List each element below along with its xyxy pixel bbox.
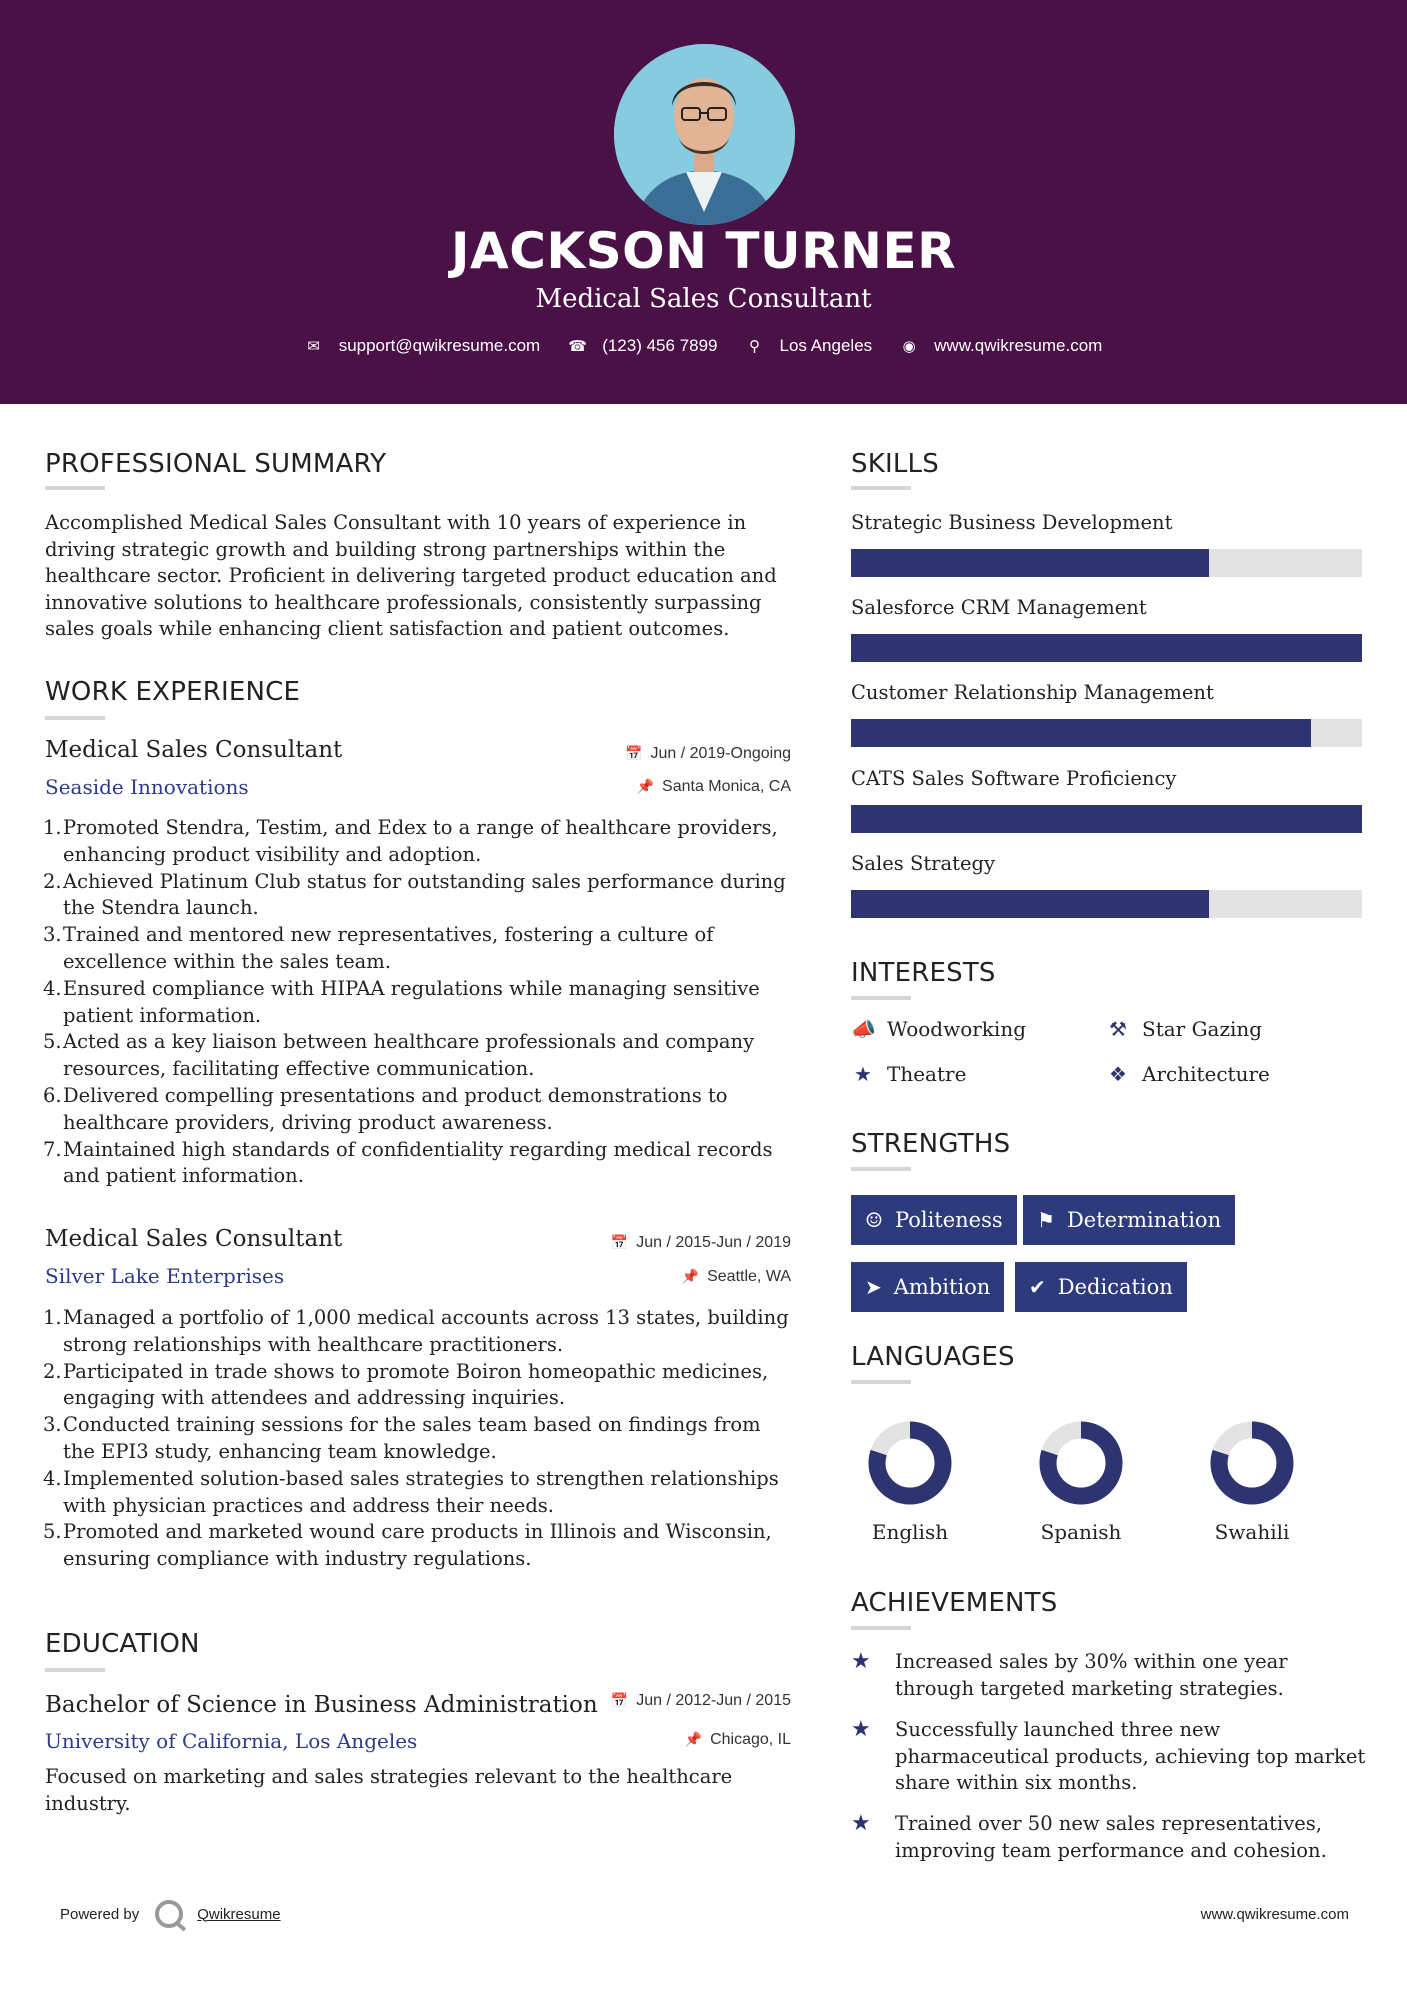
calendar-icon: 📅 [625, 745, 643, 761]
summary-text: Accomplished Medical Sales Consultant with 10 years of experience in driving strategic growth and building strong partnerships within the healthcare sector. Proficient in delivering targeted product education and innovative solutions to healthcare professionals, consistently surpassing sales goals while enhancing client satisfaction and patient outcomes. [45, 511, 777, 640]
languages-divider [851, 1380, 911, 1384]
skill-bar [851, 549, 1362, 577]
skills-heading: SKILLS [851, 449, 939, 479]
gavel-icon: ⚒ [1109, 1017, 1127, 1041]
contact-bar [0, 336, 1407, 356]
list-item: 4. Implemented solution-based sales strategies to strengthen relationships with physician practices and address their needs. [43, 1466, 779, 1517]
interest-label: Theatre [887, 1062, 967, 1086]
map-pin-icon: ⚲ [749, 338, 761, 355]
footer-url[interactable]: www.qwikresume.com [1200, 1906, 1349, 1923]
list-item-text: Maintained high standards of confidentiality regarding medical records and patient information. [63, 1137, 773, 1188]
skill-bar-fill [851, 890, 1209, 918]
experience-divider [45, 716, 105, 720]
education-location [685, 1731, 791, 1749]
avatar [614, 44, 795, 225]
brand-link[interactable]: Qwikresume [197, 1905, 281, 1923]
contact-location-text: Los Angeles [779, 336, 873, 355]
strength-badge [851, 1262, 1004, 1312]
interest-label: Woodworking [887, 1017, 1027, 1041]
candidate-title: Medical Sales Consultant [535, 284, 872, 314]
language-item [1016, 1418, 1146, 1544]
person-photo [614, 44, 795, 225]
skills-divider [851, 486, 911, 490]
strength-label: Determination [1066, 1208, 1222, 1232]
job-company: Silver Lake Enterprises [45, 1264, 285, 1288]
achievement-item [851, 1811, 1371, 1864]
language-donut [865, 1418, 955, 1508]
job-dates [625, 745, 791, 763]
flag-icon: ⚑ [1037, 1208, 1055, 1232]
skill-name: Customer Relationship Management [851, 681, 1214, 704]
list-item-text: Managed a portfolio of 1,000 medical accounts across 13 states, building strong relationships with healthcare practitioners. [63, 1306, 789, 1356]
contact-phone-text: (123) 456 7899 [602, 336, 718, 355]
job-dates-text: Jun / 2015-Jun / 2019 [636, 1234, 791, 1251]
list-item: 1. Managed a portfolio of 1,000 medical accounts across 13 states, building strong relationships with healthcare practitioners. [43, 1306, 789, 1356]
skill-name: Sales Strategy [851, 852, 995, 875]
list-item: 7. Maintained high standards of confidentiality regarding medical records and patient information. [43, 1137, 773, 1188]
achievement-text: Trained over 50 new sales representatives, improving team performance and cohesion. [895, 1812, 1327, 1862]
interest-item [1106, 1017, 1262, 1041]
school-name: University of California, Los Angeles [45, 1729, 418, 1753]
rocket-icon: ➤ [865, 1275, 882, 1299]
list-item: 3. Trained and mentored new representatives, fostering a culture of excellence within the sales team. [43, 923, 714, 973]
education-dates-text: Jun / 2012-Jun / 2015 [636, 1692, 791, 1709]
list-item: 5. Acted as a key liaison between healthcare professionals and company resources, facilitating effective communication. [43, 1030, 755, 1081]
degree-title: Bachelor of Science in Business Administration [45, 1692, 598, 1718]
summary-divider [45, 486, 105, 490]
list-item-text: Acted as a key liaison between healthcare professionals and company resources, facilitating effective communication. [63, 1030, 755, 1081]
check-circle-icon: ✔ [1029, 1275, 1046, 1299]
education-divider [45, 1668, 105, 1672]
powered-by-label: Powered by [60, 1905, 140, 1923]
strength-badge [1023, 1195, 1235, 1245]
education-description: Focused on marketing and sales strategies relevant to the healthcare industry. [45, 1765, 733, 1815]
interest-label: Architecture [1142, 1062, 1270, 1086]
skill-bar-fill [851, 719, 1311, 747]
language-item [1187, 1418, 1317, 1544]
skill-name: CATS Sales Software Proficiency [851, 767, 1177, 790]
contact-email-text: support@qwikresume.com [338, 336, 541, 355]
job-location [637, 778, 791, 796]
achievement-item [851, 1649, 1371, 1702]
pin-icon: 📌 [684, 1731, 703, 1747]
strength-badge [1015, 1262, 1187, 1312]
achievement-text: Increased sales by 30% within one year through targeted marketing strategies. [895, 1650, 1288, 1700]
skill-bar-fill [851, 634, 1362, 662]
job-achievements-list [45, 815, 795, 1190]
skill-bar-fill [851, 805, 1362, 833]
language-name: Swahili [1214, 1520, 1290, 1544]
skill-bar-fill [851, 549, 1209, 577]
list-item-text: Trained and mentored new representatives, fostering a culture of excellence within the sales team. [63, 923, 714, 973]
pin-icon: 📌 [681, 1268, 700, 1284]
job-company: Seaside Innovations [45, 775, 249, 799]
interests-heading: INTERESTS [851, 958, 996, 988]
list-item-text: Promoted Stendra, Testim, and Edex to a range of healthcare providers, enhancing product visibility and adoption. [63, 816, 778, 866]
calendar-icon: 📅 [610, 1234, 629, 1250]
job-title: Medical Sales Consultant [45, 737, 343, 763]
interest-item [851, 1062, 966, 1086]
megaphone-icon: 📣 [851, 1017, 876, 1041]
job-location [682, 1268, 791, 1286]
list-item: 1. Promoted Stendra, Testim, and Edex to a range of healthcare providers, enhancing product visibility and adoption. [43, 816, 778, 866]
language-name: English [871, 1520, 949, 1544]
list-item-text: Ensured compliance with HIPAA regulations while managing sensitive patient information. [63, 976, 760, 1027]
job-location-text: Santa Monica, CA [662, 778, 791, 795]
contact-location [746, 336, 873, 356]
interests-divider [851, 996, 911, 1000]
languages-heading: LANGUAGES [851, 1342, 1015, 1372]
job-achievements-list [45, 1305, 795, 1573]
strengths-divider [851, 1167, 911, 1171]
qwikresume-logo-icon [155, 1900, 183, 1928]
list-item-text: Delivered compelling presentations and product demonstrations to healthcare providers, driving product awareness. [63, 1083, 728, 1134]
contact-phone[interactable] [568, 336, 717, 356]
list-item: 3. Conducted training sessions for the sales team based on findings from the EPI3 study, enhancing team knowledge. [43, 1413, 761, 1463]
globe-icon: ◉ [902, 338, 916, 355]
smiley-icon: ☺ [865, 1208, 883, 1232]
strength-label: Dedication [1057, 1275, 1173, 1299]
job-title: Medical Sales Consultant [45, 1226, 343, 1252]
footer-powered-by [60, 1900, 281, 1928]
list-item: 2. Participated in trade shows to promote Boiron homeopathic medicines, engaging with attendees and addressing inquiries. [43, 1359, 769, 1410]
skill-bar [851, 634, 1362, 662]
star-badge-icon: ★ [851, 1717, 871, 1742]
job-dates-text: Jun / 2019-Ongoing [650, 745, 791, 762]
skill-name: Strategic Business Development [851, 511, 1173, 534]
list-item-text: Implemented solution-based sales strategies to strengthen relationships with physician practices and address their needs. [63, 1466, 779, 1517]
tag-icon: ❖ [1109, 1062, 1127, 1086]
language-donut [1207, 1418, 1297, 1508]
phone-icon: ☎ [568, 338, 587, 355]
skill-name: Salesforce CRM Management [851, 596, 1147, 619]
list-item: 2. Achieved Platinum Club status for outstanding sales performance during the Stendra launch. [43, 869, 786, 920]
skill-bar [851, 805, 1362, 833]
strengths-heading: STRENGTHS [851, 1129, 1011, 1159]
interest-item [1106, 1062, 1270, 1086]
skill-bar [851, 719, 1362, 747]
list-item-text: Conducted training sessions for the sales team based on findings from the EPI3 study, enhancing team knowledge. [63, 1413, 761, 1463]
education-dates [611, 1692, 791, 1710]
header-banner [0, 0, 1407, 404]
interest-label: Star Gazing [1142, 1017, 1263, 1041]
education-location-text: Chicago, IL [710, 1731, 791, 1748]
strength-label: Ambition [893, 1275, 991, 1299]
experience-heading: WORK EXPERIENCE [45, 677, 301, 707]
achievement-text: Successfully launched three new pharmaceutical products, achieving top market share within six months. [895, 1718, 1366, 1794]
skill-bar [851, 890, 1362, 918]
language-name: Spanish [1040, 1520, 1122, 1544]
contact-website-text: www.qwikresume.com [934, 336, 1103, 355]
achievement-item [851, 1717, 1371, 1797]
list-item: 4. Ensured compliance with HIPAA regulations while managing sensitive patient information. [43, 976, 760, 1027]
list-item-text: Participated in trade shows to promote Boiron homeopathic medicines, engaging with attendees and addressing inquiries. [63, 1359, 769, 1410]
contact-email[interactable] [305, 336, 541, 356]
strength-label: Politeness [894, 1208, 1003, 1232]
envelope-icon: ✉ [307, 338, 320, 355]
list-item: 5. Promoted and marketed wound care products in Illinois and Wisconsin, ensuring compliance with industry regulations. [43, 1520, 772, 1571]
star-icon: ★ [854, 1062, 872, 1086]
summary-heading: PROFESSIONAL SUMMARY [45, 449, 387, 479]
job-dates [611, 1234, 791, 1252]
achievements-divider [851, 1626, 911, 1630]
star-badge-icon: ★ [851, 1649, 871, 1674]
interest-item [851, 1017, 1026, 1041]
list-item: 6. Delivered compelling presentations and product demonstrations to healthcare providers, driving product awareness. [43, 1083, 728, 1134]
achievements-heading: ACHIEVEMENTS [851, 1588, 1058, 1618]
language-item [845, 1418, 975, 1544]
list-item-text: Achieved Platinum Club status for outstanding sales performance during the Stendra launch. [63, 869, 786, 920]
contact-website[interactable] [900, 336, 1102, 356]
job-location-text: Seattle, WA [707, 1268, 791, 1285]
language-donut [1036, 1418, 1126, 1508]
pin-icon: 📌 [636, 778, 655, 794]
strength-badge [851, 1195, 1017, 1245]
calendar-icon: 📅 [610, 1692, 629, 1708]
star-badge-icon: ★ [851, 1811, 871, 1836]
education-heading: EDUCATION [45, 1629, 200, 1659]
candidate-name: JACKSON TURNER [450, 222, 957, 280]
list-item-text: Promoted and marketed wound care products in Illinois and Wisconsin, ensuring compliance with industry regulations. [63, 1520, 772, 1571]
